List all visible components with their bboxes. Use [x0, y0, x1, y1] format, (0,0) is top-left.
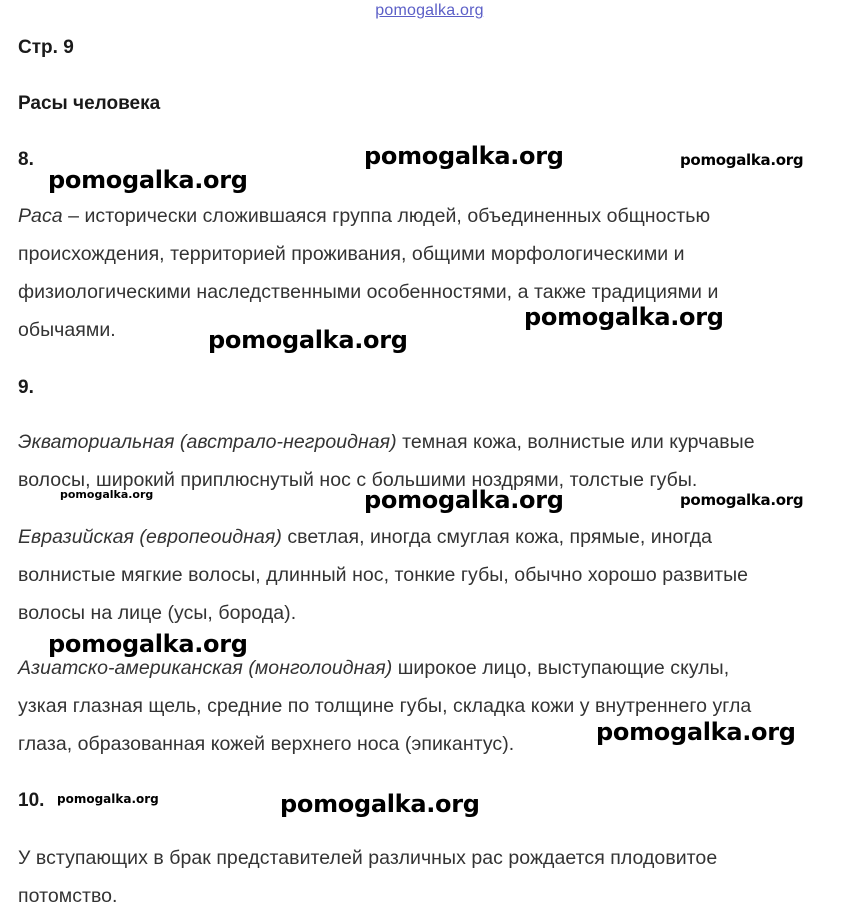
answer-10-line-1: У вступающих в брак представителей различных рас рождается плодовитое — [18, 847, 718, 869]
term-equatorial: Экваториальная (австрало-негроидная) — [18, 431, 397, 453]
page-label: Стр. 9 — [18, 37, 74, 58]
watermark: pomogalka.org — [60, 488, 154, 501]
term-eurasian: Евразийская (европеоидная) — [18, 526, 282, 548]
race-2-line-3: волосы на лице (усы, борода). — [18, 602, 297, 624]
term-asian-american: Азиатско-американская (монголоидная) — [18, 657, 393, 679]
term-race: Раса — [18, 205, 63, 227]
watermark: pomogalka.org — [596, 718, 796, 746]
watermark: pomogalka.org — [364, 486, 564, 514]
watermark: pomogalka.org — [524, 303, 724, 331]
watermark: pomogalka.org — [680, 151, 804, 169]
watermark: pomogalka.org — [280, 790, 480, 818]
watermark: pomogalka.org — [364, 142, 564, 170]
answer-8-line-3: физиологическими наследственными особенностями, а также традициями и — [18, 281, 719, 303]
top-watermark-link[interactable]: pomogalka.org — [375, 2, 484, 19]
race-2-line-2: волнистые мягкие волосы, длинный нос, тонкие губы, обычно хорошо развитые — [18, 564, 749, 586]
section-title: Расы человека — [18, 93, 161, 114]
race-3-line-3: глаза, образованная кожей верхнего носа (эпикантус). — [18, 733, 515, 755]
race-1-line-1 — [18, 431, 755, 454]
answer-8-line-1 — [18, 205, 710, 228]
race-3-line-1-text: широкое лицо, выступающие скулы, — [392, 657, 730, 679]
question-number-10: 10. — [18, 790, 45, 811]
watermark: pomogalka.org — [48, 166, 248, 194]
watermark: pomogalka.org — [48, 630, 248, 658]
watermark: pomogalka.org — [680, 491, 804, 509]
answer-10-line-2: потомство. — [18, 885, 118, 907]
race-3-line-1 — [18, 657, 729, 680]
question-number-9: 9. — [18, 377, 34, 398]
race-1-line-1-text: темная кожа, волнистые или курчавые — [396, 431, 755, 453]
answer-8-line-1-text: – исторически сложившаяся группа людей, объединенных общностью — [62, 205, 711, 227]
race-2-line-1-text: светлая, иногда смуглая кожа, прямые, иногда — [281, 526, 713, 548]
race-2-line-1 — [18, 526, 712, 549]
answer-8-line-4: обычаями. — [18, 319, 116, 341]
watermark: pomogalka.org — [208, 326, 408, 354]
answer-8-line-2: происхождения, территорией проживания, общими морфологическими и — [18, 243, 685, 265]
watermark: pomogalka.org — [57, 792, 159, 806]
question-number-8: 8. — [18, 149, 34, 170]
race-1-line-2: волосы, широкий приплюснутый нос с большими ноздрями, толстые губы. — [18, 469, 698, 491]
race-3-line-2: узкая глазная щель, средние по толщине губы, складка кожи у внутреннего угла — [18, 695, 752, 717]
